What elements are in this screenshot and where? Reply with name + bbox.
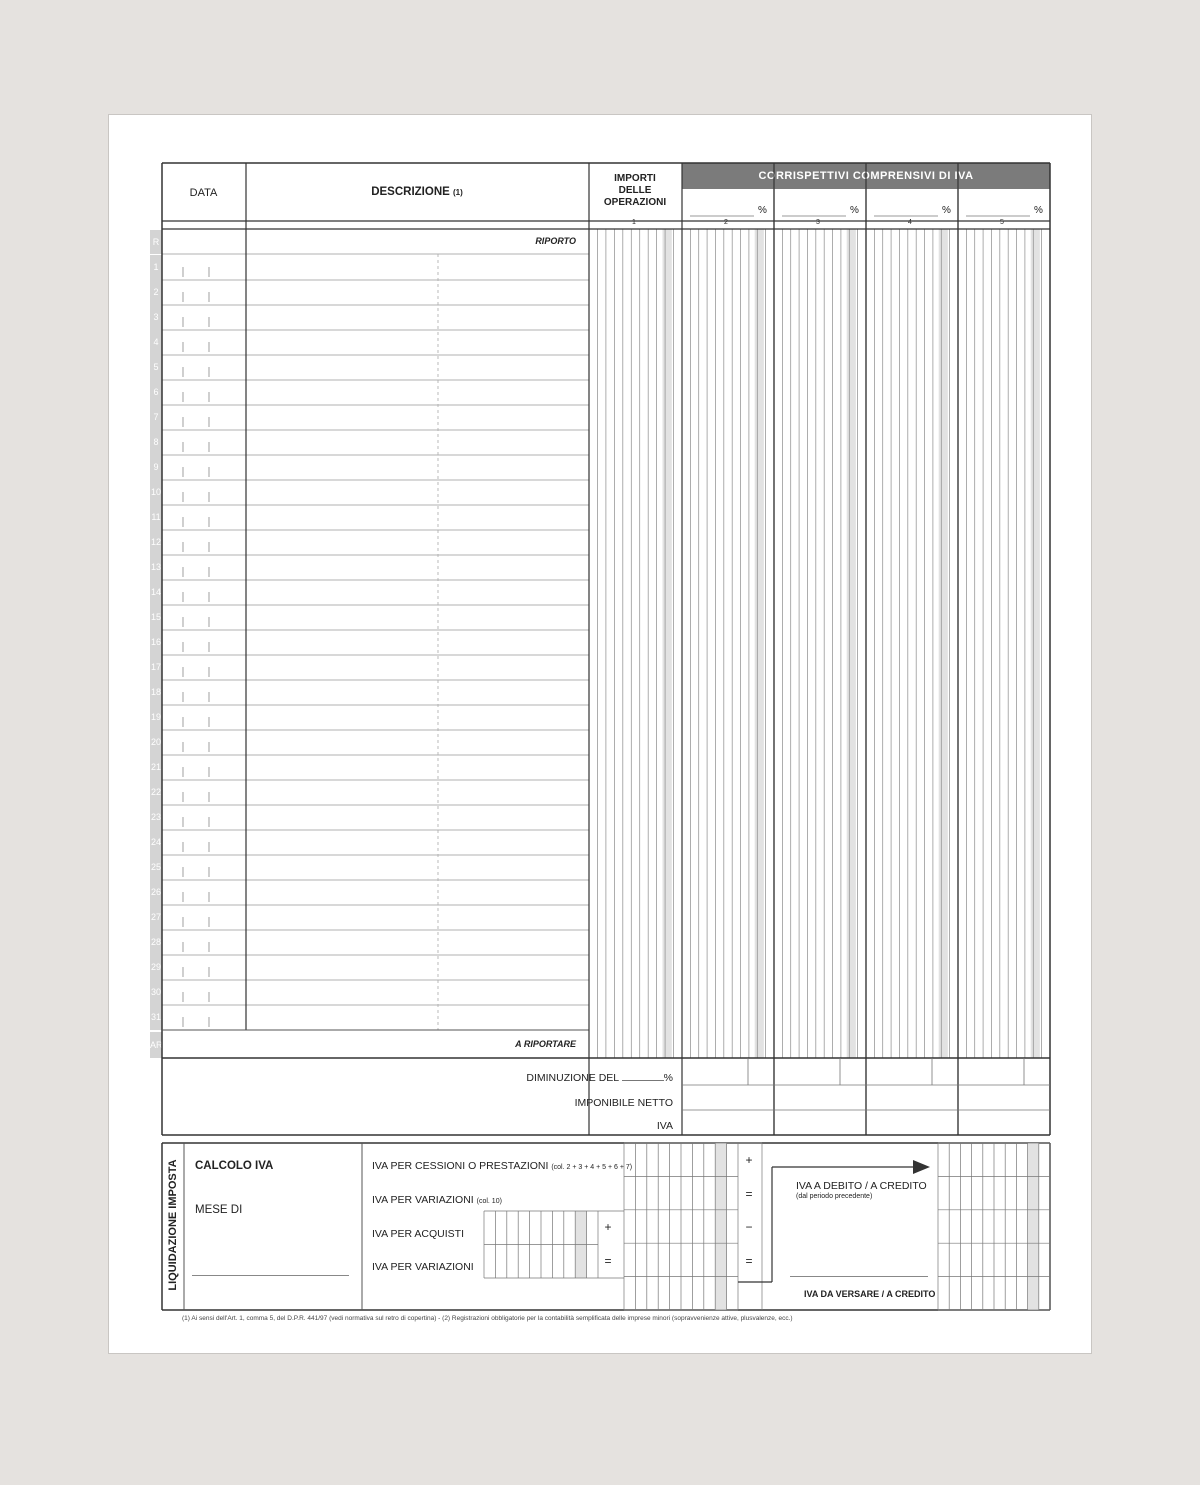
header-importi-line-1: IMPORTI [614, 173, 656, 184]
row-number: 13 [150, 555, 162, 580]
iva-variazioni-1-text: IVA PER VARIAZIONI [372, 1194, 474, 1206]
header-descrizione-label: DESCRIZIONE [371, 186, 450, 198]
cents-shade [939, 229, 948, 1058]
row-number: 30 [150, 980, 162, 1005]
row-number: 6 [150, 380, 162, 405]
diminuzione-text: DIMINUZIONE DEL [526, 1072, 619, 1084]
percent-5: % [1034, 205, 1043, 216]
arrow-head-icon [913, 1160, 930, 1174]
op-equals-right-1: = [745, 1187, 753, 1201]
iva-cessioni-note: (col. 2 + 3 + 4 + 5 + 6 + 7) [551, 1164, 633, 1171]
row-number: 20 [150, 730, 162, 755]
mese-di-label: MESE DI [195, 1204, 243, 1216]
row-number: 22 [150, 780, 162, 805]
row-number: 21 [150, 755, 162, 780]
row-number: 10 [150, 480, 162, 505]
row-number: 23 [150, 805, 162, 830]
row-number: 3 [150, 305, 162, 330]
col-number-5: 5 [1000, 219, 1004, 226]
imponibile-netto-label: IMPONIBILE NETTO [574, 1097, 673, 1109]
header-importi-line-3: OPERAZIONI [603, 197, 667, 208]
op-plus-right: + [745, 1153, 753, 1167]
row-label-ar: AR [150, 1032, 162, 1058]
iva-versare-label: IVA DA VERSARE / A CREDITO [804, 1289, 936, 1299]
row-number: 15 [150, 605, 162, 630]
header-data: DATA [189, 187, 218, 199]
op-equals-middle: = [604, 1254, 612, 1268]
row-number: 5 [150, 355, 162, 380]
iva-variazioni-1-note: (col. 10) [476, 1198, 502, 1205]
row-number: 16 [150, 630, 162, 655]
row-number: 4 [150, 330, 162, 355]
iva-variazioni-2-label: IVA PER VARIAZIONI [372, 1261, 474, 1273]
row-number: 24 [150, 830, 162, 855]
row-number: 12 [150, 530, 162, 555]
row-number: 17 [150, 655, 162, 680]
row-number: 29 [150, 955, 162, 980]
op-minus-right: − [745, 1220, 753, 1234]
row-number: 28 [150, 930, 162, 955]
row-number: 31 [150, 1005, 162, 1030]
liquidazione-title: LIQUIDAZIONE IMPOSTA [167, 1159, 179, 1291]
row-number: 25 [150, 855, 162, 880]
row-number: 1 [150, 255, 162, 280]
row-number: 11 [150, 505, 162, 530]
iva-cessioni-text: IVA PER CESSIONI O PRESTAZIONI [372, 1160, 549, 1172]
row-number: 9 [150, 455, 162, 480]
col-number-1: 1 [632, 219, 636, 226]
row-number: 14 [150, 580, 162, 605]
a-riportare-label: A RIPORTARE [515, 1039, 576, 1049]
iva-debito-note: (dal periodo precedente) [796, 1193, 873, 1200]
liq-grid-main-shade [715, 1143, 726, 1310]
percent-3: % [850, 205, 859, 216]
row-number: 18 [150, 680, 162, 705]
diminuzione-pct: % [663, 1072, 673, 1084]
iva-label: IVA [656, 1120, 673, 1132]
iva-acquisti-label: IVA PER ACQUISTI [372, 1228, 464, 1240]
op-equals-right-2: = [745, 1254, 753, 1268]
footnote: (1) Ai sensi dell'Art. 1, comma 5, del D.P.R. 441/97 (vedi normativa sul retro di copertina) - (2) Registrazioni obbligatorie per la contabilità semplificata delle imprese minori (sopravvenienze attive, plusvalenze, ecc.) [182, 1315, 793, 1322]
row-number: 26 [150, 880, 162, 905]
row-number: 19 [150, 705, 162, 730]
cents-shade [847, 229, 856, 1058]
header-descrizione-note: (1) [453, 188, 463, 197]
cents-shade [1031, 229, 1040, 1058]
header-corrispettivi: CORRISPETTIVI COMPRENSIVI DI IVA [758, 170, 974, 182]
cents-shade [662, 229, 671, 1058]
op-plus-middle: + [604, 1220, 612, 1234]
percent-2: % [758, 205, 767, 216]
row-number: 27 [150, 905, 162, 930]
col-number-3: 3 [816, 219, 820, 226]
row-number: 8 [150, 430, 162, 455]
col-number-4: 4 [908, 219, 912, 226]
row-label-r: R [150, 230, 162, 254]
row-number: 2 [150, 280, 162, 305]
calcolo-iva-label: CALCOLO IVA [195, 1160, 274, 1172]
col-number-2: 2 [724, 219, 728, 226]
riporto-label: RIPORTO [535, 236, 576, 246]
liq-grid-right-shade [1028, 1143, 1039, 1310]
percent-4: % [942, 205, 951, 216]
iva-debito-label: IVA A DEBITO / A CREDITO [796, 1180, 927, 1192]
row-number: 7 [150, 405, 162, 430]
cents-shade [755, 229, 764, 1058]
header-importi-line-2: DELLE [618, 185, 652, 196]
